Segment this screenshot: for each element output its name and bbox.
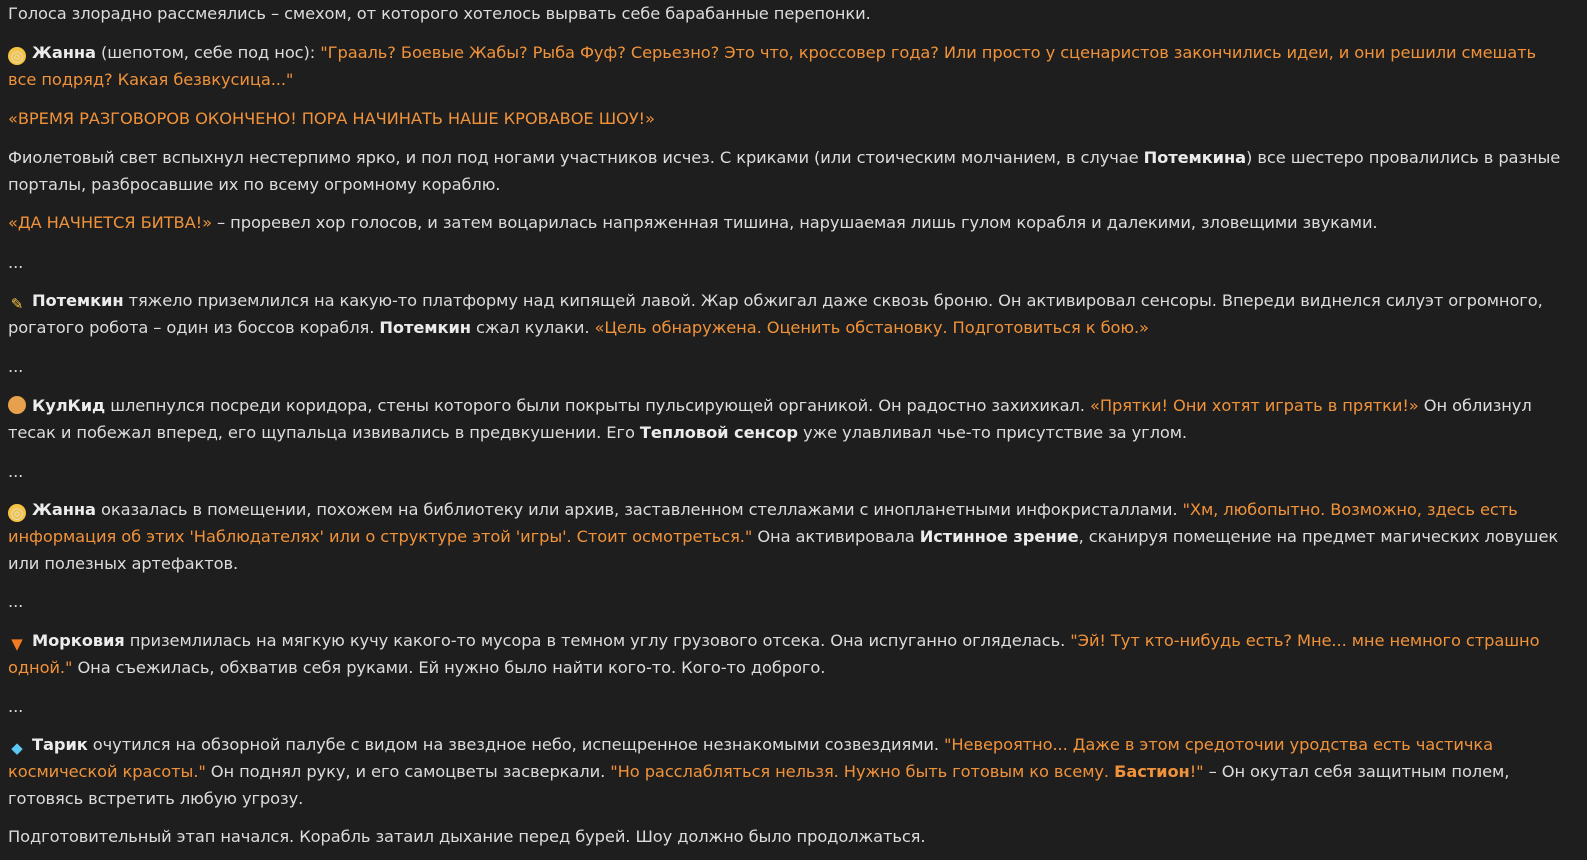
separator [8,249,1568,276]
paragraph-coolkid [8,392,1568,446]
separator-text: ... [8,697,24,716]
paragraph-text: приземлилась на мягкую кучу какого-то мусора в темном углу грузового отсека. Она испуганно огляделась. [124,631,1071,650]
quote-text: «Прятки! Они хотят играть в прятки!» [1089,396,1419,415]
quote-text: !" [1189,762,1204,781]
separator-text: ... [8,357,24,376]
paragraph-text: очутился на обзорной палубе с видом на звездное небо, испещренное незнакомыми созвездиями. [87,735,945,754]
separator-text: ... [8,592,24,611]
paragraph-tarik [8,731,1568,812]
gem-stone-icon: ◆ [11,739,23,757]
character-name: Потемкин [379,318,471,337]
separator [8,458,1568,485]
separator [8,353,1568,380]
quote-text: "Хм, любопытно. Возможно, здесь есть информация об этих 'Наблюдателях' или о структуре этой 'игры'. Стоит осмотреться." [8,500,1518,546]
face-with-spiral-eyes-icon: ◎ [8,504,26,522]
character-name: Тарик [32,735,88,754]
paragraph-text: Он облизнул тесак и побежал вперед, его щупальца извивались в предвкушении. Его [8,396,1532,442]
paragraph-zhanna-whisper [8,39,1568,93]
quote-text: «ВРЕМЯ РАЗГОВОРОВ ОКОНЧЕНО! ПОРА НАЧИНАТЬ НАШЕ КРОВАВОЕ ШОУ!» [8,109,655,128]
paragraph-text: Она активировала [752,527,920,546]
separator [8,693,1568,720]
paragraph-text: Голоса злорадно рассмеялись – смехом, от которого хотелось вырвать себе барабанные перепонки. [8,4,871,23]
carrot-icon: ▼ [11,635,23,653]
skill-name: Истинное зрение [919,527,1079,546]
paragraph-text: Фиолетовый свет вспыхнул нестерпимо ярко, и пол под ногами участников исчез. С криками (или стоическим молчанием, в случае [8,148,1144,167]
paragraph-potemkin [8,287,1568,341]
skill-name: Бастион [1114,762,1190,781]
paragraph-text: сжал кулаки. [470,318,595,337]
paragraph-outro [8,823,1568,850]
separator-text: ... [8,462,24,481]
character-name: Морковия [32,631,125,650]
quote-text: "Невероятно... Даже в этом средоточии уродства есть частичка космической красоты." [8,735,1493,781]
paragraph-text: оказалась в помещении, похожем на библиотеку или архив, заставленном стеллажами с инопланетными инфокристаллами. [95,500,1183,519]
character-name: Потемкин [32,291,124,310]
paragraph-text: Он поднял руку, и его самоцветы засверкали. [205,762,611,781]
quote-text: "Грааль? Боевые Жабы? Рыба Фуф? Серьезно? Это что, кроссовер года? Или просто у сценаристов закончились идеи, и они решили смешать все подряд? Какая безвкусица..." [8,43,1537,89]
paragraph-text: – Он окутал себя защитным полем, готовясь встретить любую угрозу. [8,762,1510,808]
paragraph-zhanna-library [8,496,1568,577]
paragraph-text: – проревел хор голосов, и затем воцарилась напряженная тишина, нарушаемая лишь гулом корабля и далекими, зловещими звуками. [211,213,1378,232]
paragraph-text: Подготовительный этап начался. Корабль затаил дыхание перед бурей. Шоу должно было продолжаться. [8,827,926,846]
quote-text: "Эй! Тут кто-нибудь есть? Мне... мне немного страшно одной." [8,631,1540,677]
face-with-spiral-eyes-icon: ◎ [8,47,26,65]
skill-name: Тепловой сенсор [639,423,798,442]
quote-text: «ДА НАЧНЕТСЯ БИТВА!» [8,213,212,232]
paragraph-battle-start [8,209,1568,236]
paragraph-text: , сканируя помещение на предмет магических ловушек или полезных артефактов. [8,527,1559,573]
paragraph-text: ) все шестеро провалились в разные порталы, разбросавшие их по всему огромному кораблю. [8,148,1561,194]
paragraph-text: шлепнулся посреди коридора, стены которого были покрыты пульсирующей органикой. Он радостно захихикал. [105,396,1090,415]
paragraph-portals [8,144,1568,198]
character-name: Потемкина [1143,148,1247,167]
character-name: КулКид [32,396,106,415]
child-face-icon [8,396,26,414]
separator-text: ... [8,253,24,272]
character-name: Жанна [32,500,96,519]
quote-text: "Но расслабляться нельзя. Нужно быть готовым ко всему. [610,762,1115,781]
paragraph-text: уже улавливал чье-то присутствие за углом. [797,423,1188,442]
paragraph-announcement [8,105,1568,132]
character-name: Жанна [32,43,96,62]
paragraph-intro [8,0,1568,27]
quote-text: «Цель обнаружена. Оценить обстановку. Подготовиться к бою.» [594,318,1149,337]
paragraph-morkovia [8,627,1568,681]
paragraph-text: (шепотом, себе под нос): [95,43,321,62]
flexed-biceps-icon: ✎ [10,295,24,313]
paragraph-text: тяжело приземлился на какую-то платформу над кипящей лавой. Жар обжигал даже сквозь броню. Он активировал сенсоры. Впереди виднелся силуэт огромного, рогатого робота – один из боссов корабля. [8,291,1543,337]
separator [8,588,1568,615]
paragraph-text: Она съежилась, обхватив себя руками. Ей нужно было найти кого-то. Кого-то доброго. [72,658,826,677]
